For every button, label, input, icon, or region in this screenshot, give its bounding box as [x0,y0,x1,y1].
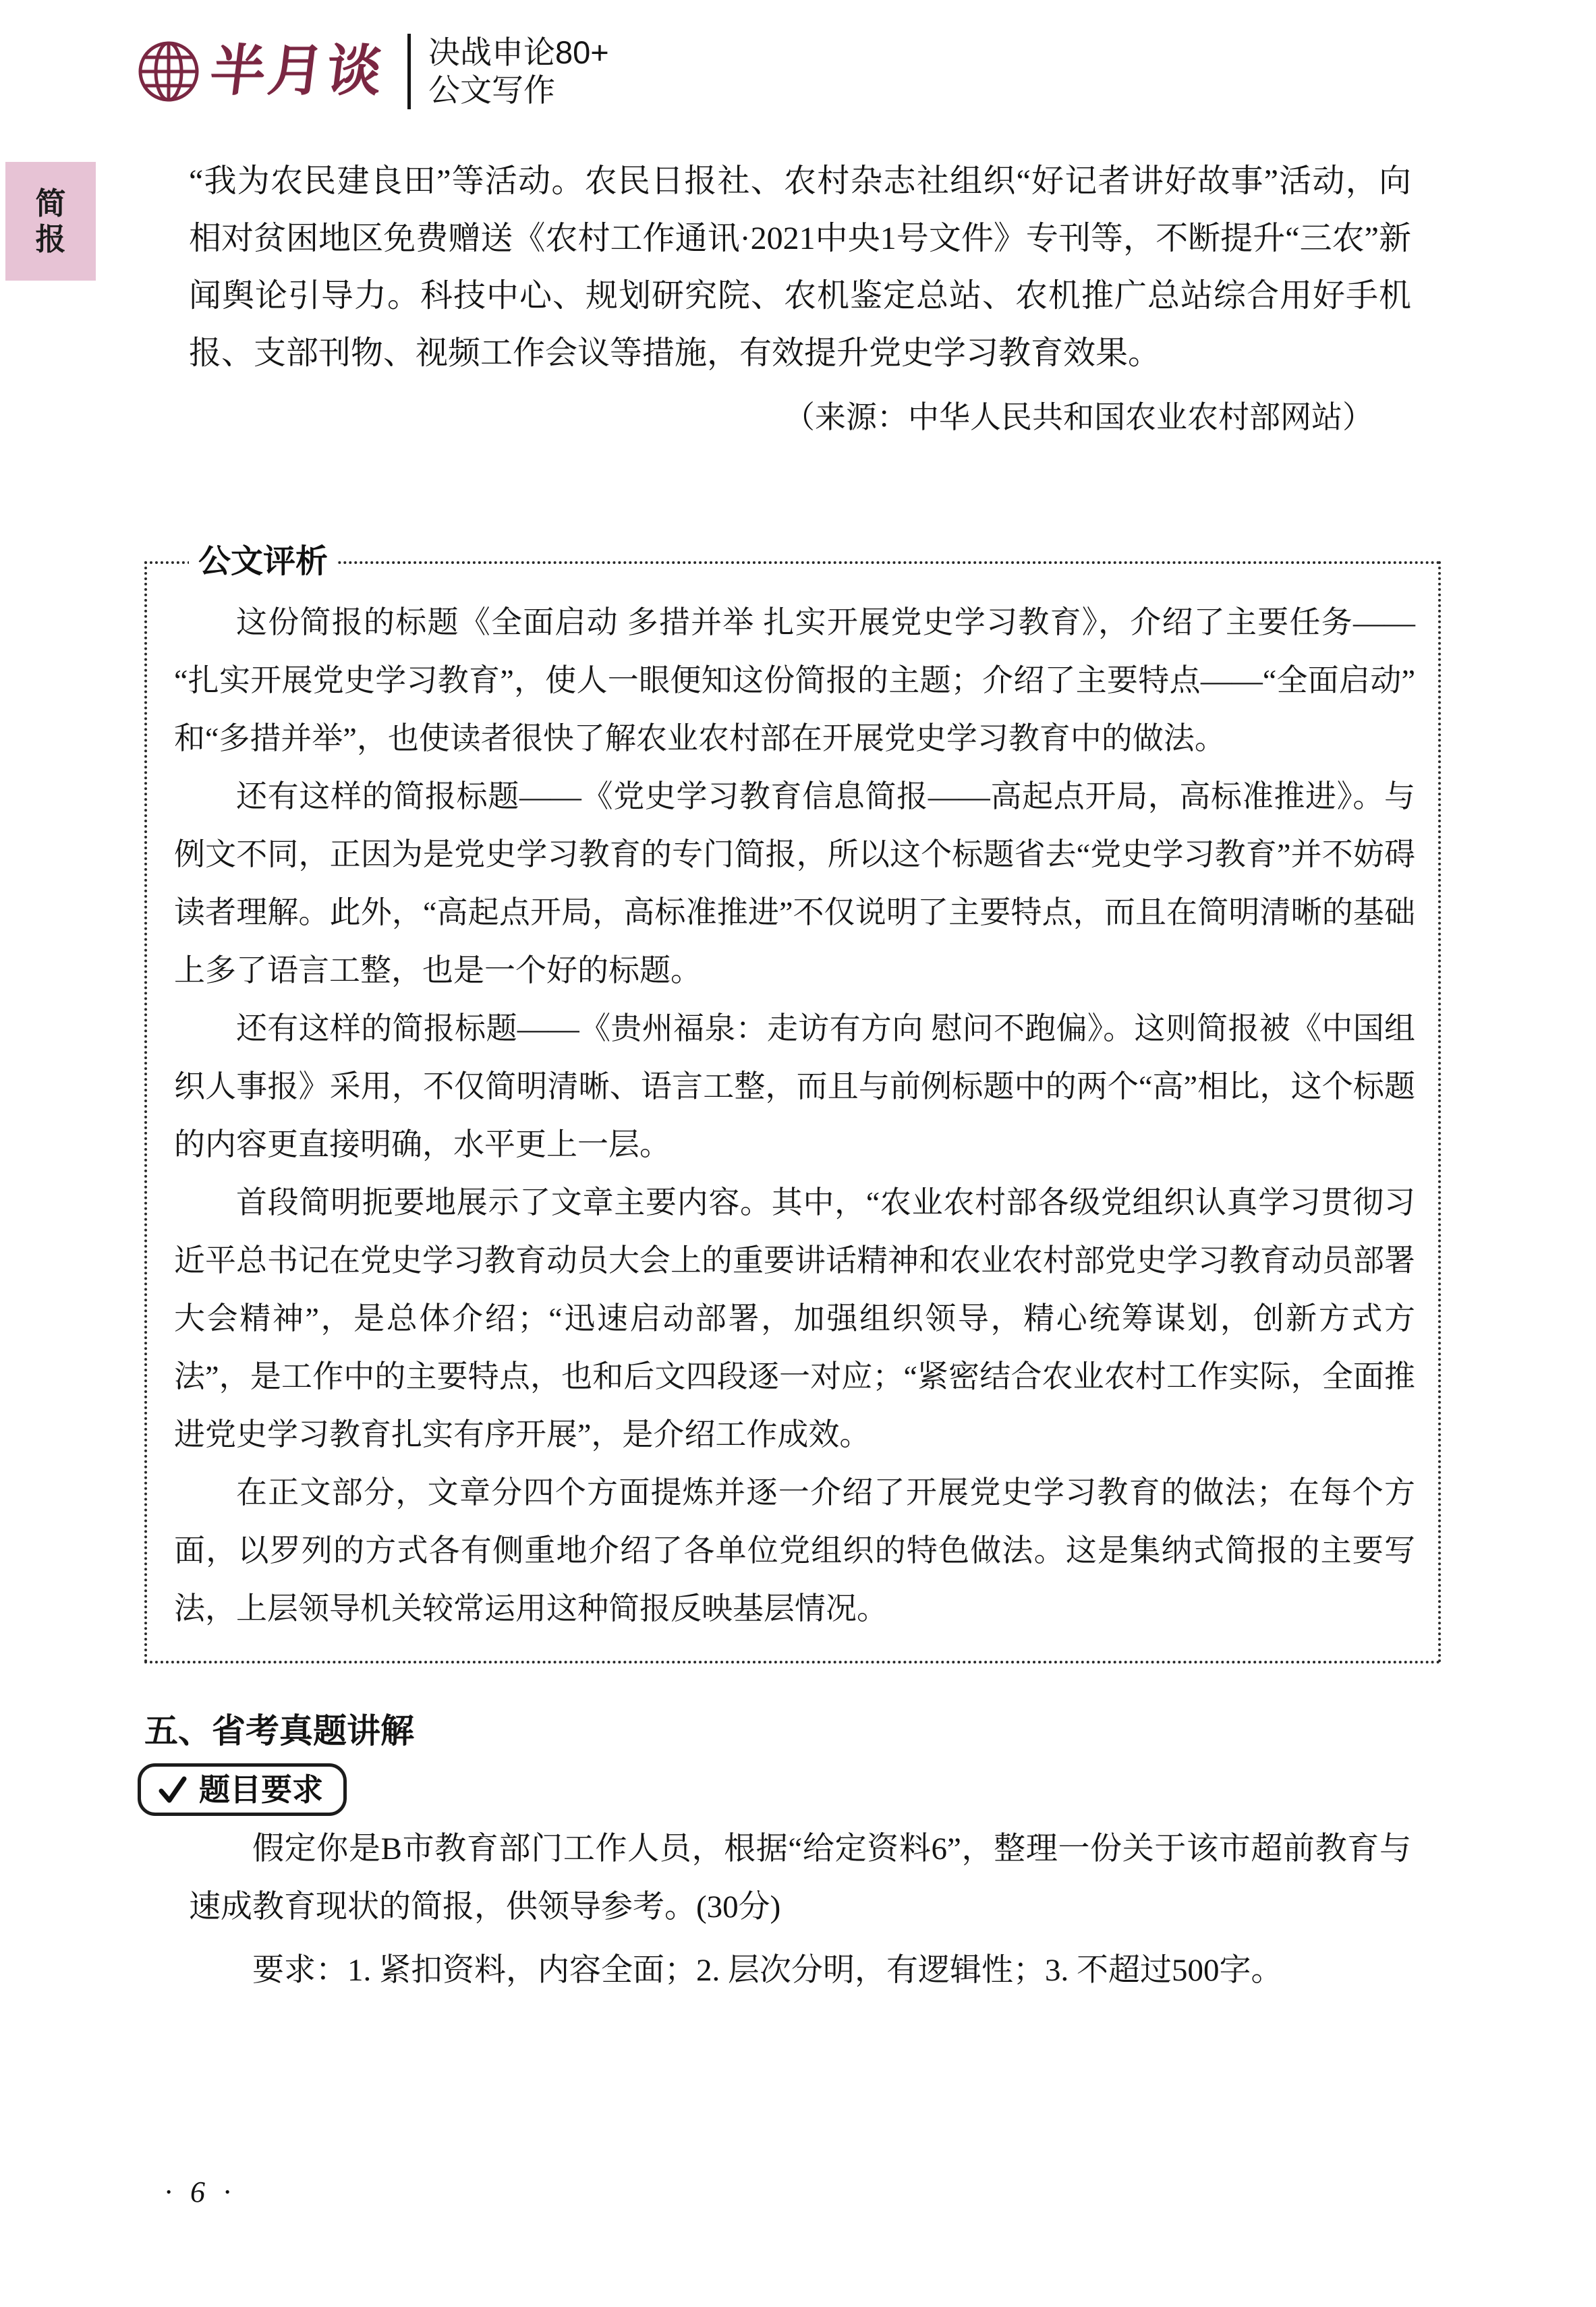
chapter-tab-char: 报 [35,222,66,256]
header-divider [407,34,411,109]
review-paragraph: 这份简报的标题《全面启动 多措并举 扎实开展党史学习教育》，介绍了主要任务——“扎实开展党史学习教育”，使人一眼便知这份简报的主题；介绍了主要特点——“全面启动”和“多措并举”，也使读者很快了解农业农村部在开展党史学习教育中的做法。 [174,605,1415,756]
chapter-tab-jianbao [5,162,96,281]
review-box [144,544,1441,1663]
exam-question: 假定你是B市教育部门工作人员，根据“给定资料6”，整理一份关于该市超前教育与速成教育现状的简报，供领导参考。(30分) [189,1831,1411,1925]
question-requirements-badge [138,1763,347,1816]
check-icon [154,1772,190,1807]
section-heading: 五、省考真题讲解 [144,1712,414,1750]
review-paragraph: 首段简明扼要地展示了文章主要内容。其中，“农业农村部各级党组织认真学习贯彻习近平总书记在党史学习教育动员大会上的重要讲话精神和农业农村部党史学习教育动员部署大会精神”，是总体介绍；“迅速启动部署，加强组织领导，精心统筹谋划，创新方式方法”，是工作中的主要特点，也和后文四段逐一对应；“紧密结合农业农村工作实际，全面推进党史学习教育扎实有序开展”，是介绍工作成效。 [174,1185,1415,1452]
excerpt-text: “我为农民建良田”等活动。农民日报社、农村杂志社组织“好记者讲好故事”活动，向相对贫困地区免费赠送《农村工作通讯·2021中央1号文件》专刊等，不断提升“三农”新闻舆论引导力。科技中心、规划研究院、农机鉴定总站、农机推广总站综合用好手机报、支部刊物、视频工作会议等措施，有效提升党史学习教育效果。 [189,163,1411,371]
review-paragraph: 在正文部分，文章分四个方面提炼并逐一介绍了开展党史学习教育的做法；在每个方面，以罗列的方式各有侧重地介绍了各单位党组织的特色做法。这是集纳式简报的主要写法，上层领导机关较常运用这种简报反映基层情况。 [174,1475,1415,1626]
chapter-tab-char: 简 [35,186,66,221]
badge-label: 题目要求 [199,1771,323,1807]
globe-icon [135,38,202,105]
series-title: 决战申论80+ [428,34,609,70]
exam-requirements: 要求：1. 紧扣资料，内容全面；2. 层次分明，有逻辑性；3. 不超过500字。 [252,1953,1283,1988]
review-paragraph: 还有这样的简报标题——《贵州福泉：走访有方向 慰问不跑偏》。这则简报被《中国组织人事报》采用，不仅简明清晰、语言工整，而且与前例标题中的两个“高”相比，这个标题的内容更直接明确，水平更上一层。 [174,1011,1415,1162]
brand-logo: 半月谈 [206,40,389,102]
header-taglines [428,34,609,109]
excerpt-source: （来源：中华人民共和国农业农村部网站） [784,400,1373,434]
document-excerpt [189,152,1411,446]
page-header [135,34,609,109]
page-number: · 6 · [165,2175,236,2209]
review-paragraph: 还有这样的简报标题——《党史学习教育信息简报——高起点开局，高标准推进》。与例文不同，正因为是党史学习教育的专门简报，所以这个标题省去“党史学习教育”并不妨碍读者理解。此外，“高起点开局，高标准推进”不仅说明了主要特点，而且在简明清晰的基础上多了语言工整，也是一个好的标题。 [174,779,1415,988]
book-subtitle: 公文写作 [428,72,556,108]
review-box-title: 公文评析 [189,538,337,586]
